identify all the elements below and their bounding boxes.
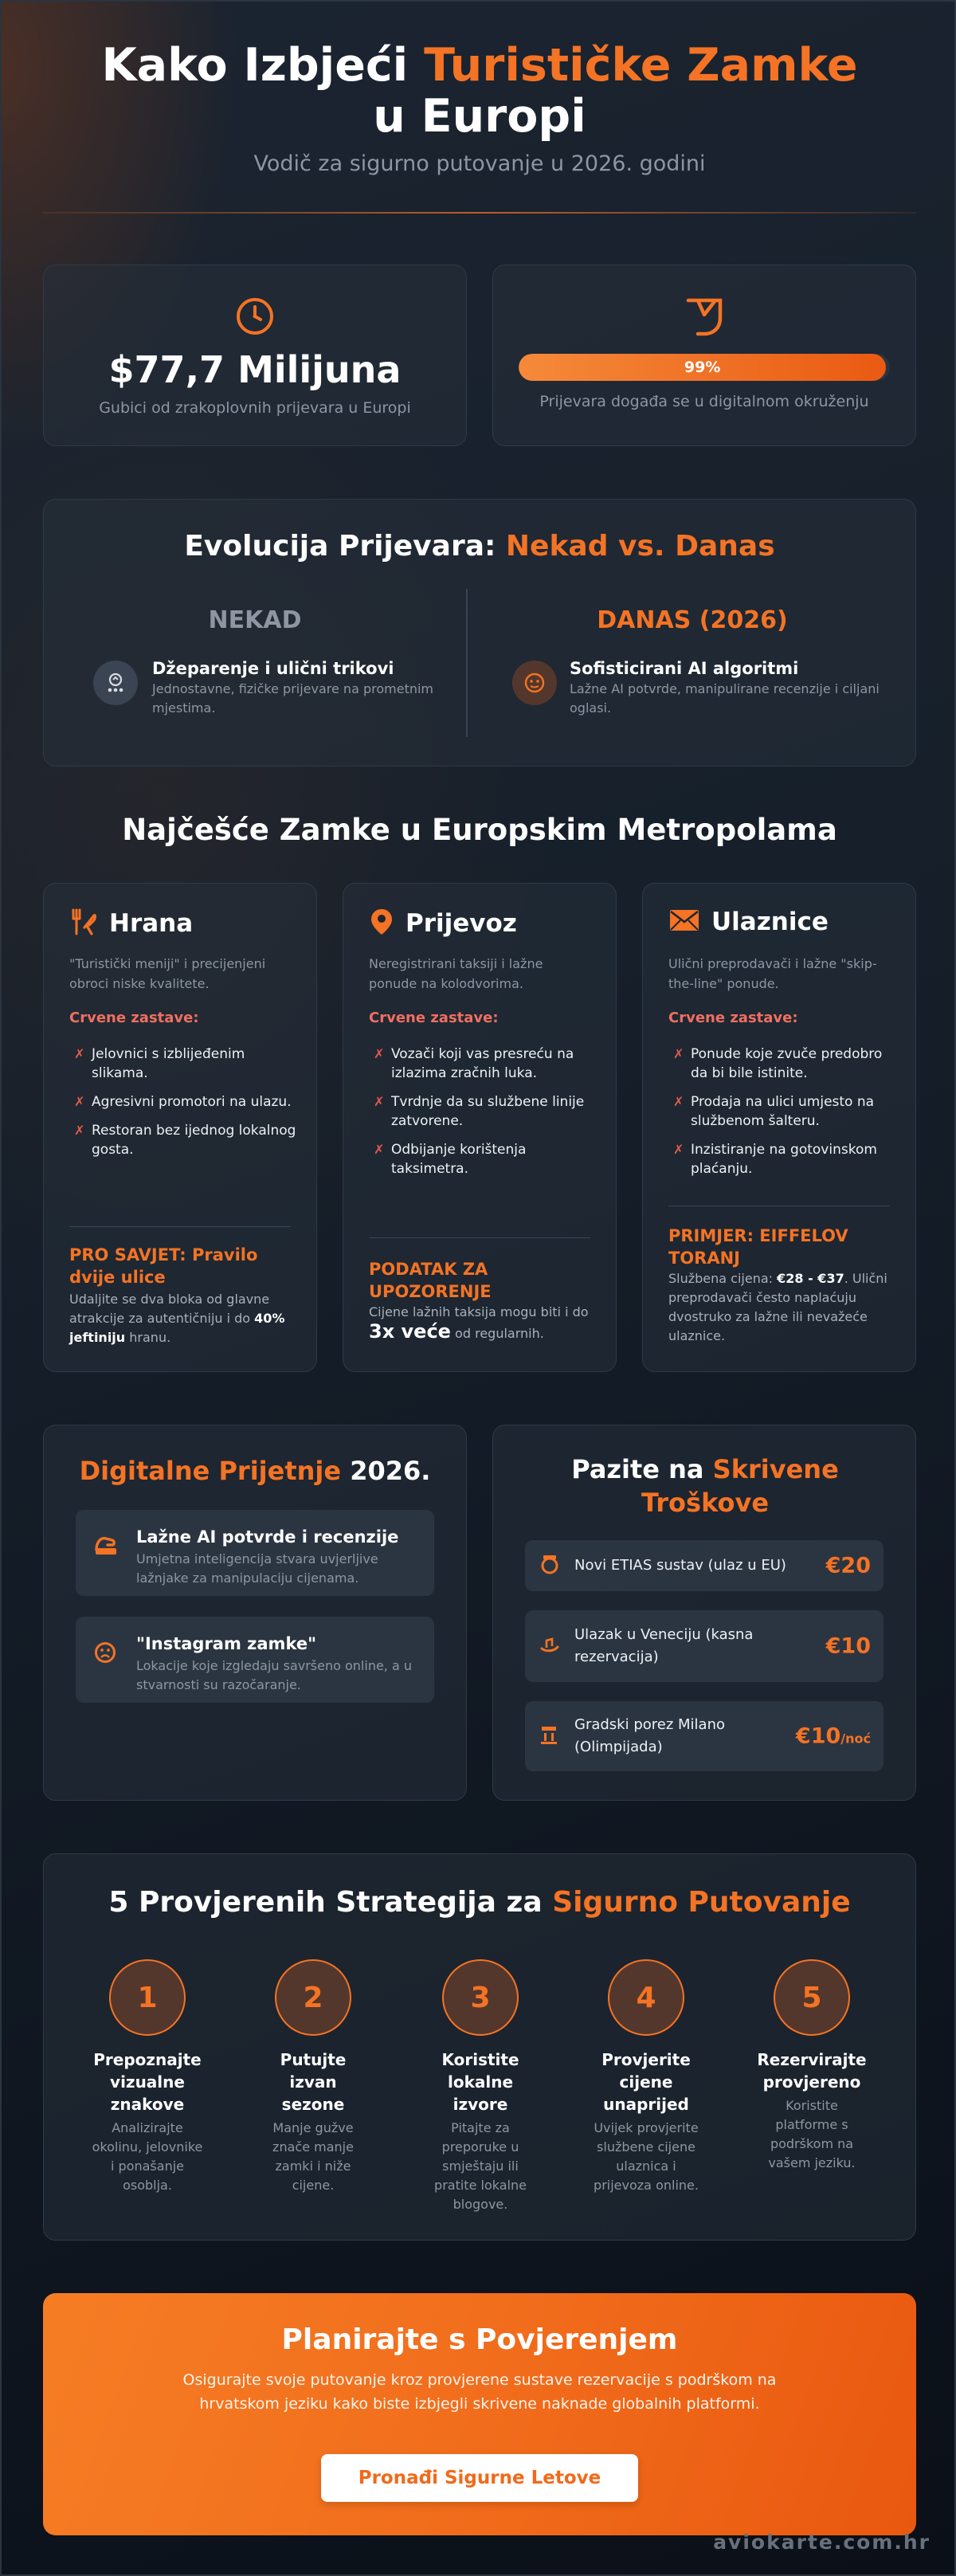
list-item: [369, 1140, 597, 1178]
red-flags-label: Crvene zastave:: [369, 1010, 499, 1026]
card-title: Hrana: [109, 909, 194, 938]
strategy-step: [425, 1959, 536, 2214]
step-description: Pitajte za preporuke u smještaju ili pratite lokalne blogove.: [434, 2120, 527, 2212]
location-pin-icon: [369, 908, 394, 939]
strategy-step: [257, 1959, 369, 2195]
stat-card-losses: [43, 265, 467, 446]
red-flags-list: [69, 1045, 297, 1169]
cost-label: Novi ETIAS sustav (ulaz u EU): [574, 1557, 786, 1574]
tip-text-part: . Ulični preprodavači često naplaćuju dvostruko za lažne ili nevažeće ulaznice.: [668, 1271, 887, 1343]
flag-text: Agresivni promotori na ulazu.: [92, 1094, 292, 1110]
title-highlight: Skrivene Troškove: [641, 1454, 839, 1518]
tip-text-part: hranu.: [125, 1330, 171, 1345]
now-description: Lažne AI potvrde, manipulirane recenzije i ciljani oglasi.: [570, 681, 880, 716]
card-header: [69, 908, 193, 939]
cta-text: Osigurajte svoje putovanje kroz provjerene sustave rezervacije s podrškom na hrvatskom jeziku kako biste izbjegli skrivene naknade globalnih platformi.: [182, 2371, 777, 2413]
passport-icon: [539, 1554, 560, 1578]
trap-card-transport: [343, 883, 617, 1372]
threat-title: Lažne AI potvrde i recenzije: [136, 1527, 399, 1547]
step-description: Uvijek provjerite službene cijene ulaznica i prijevoza online.: [594, 2120, 699, 2193]
step-description: Analizirajte okolinu, jelovnike i ponašanje osoblja.: [92, 2120, 203, 2193]
flag-text: Ponude koje zvuče predobro da bi bile istinite.: [691, 1046, 883, 1081]
tip-text-part: Cijene lažnih taksija mogu biti i do: [369, 1304, 589, 1319]
tip-title: PRIMJER: EIFFELOV TORANJ: [668, 1226, 848, 1268]
site-watermark: aviokarte.com.hr: [713, 2531, 931, 2554]
step-number: 5: [774, 1959, 850, 2036]
now-title: Sofisticirani AI algoritmi: [570, 659, 799, 678]
flag-text: Tvrdnje da su službene linije zatvorene.: [391, 1094, 585, 1129]
card-intro: "Turistički meniji" i precijenjeni obroci niske kvalitete.: [69, 956, 266, 991]
list-item: [369, 1092, 597, 1131]
stat-caption: Gubici od zrakoplovnih prijevara u Europi: [99, 399, 411, 417]
threat-item: [76, 1510, 434, 1596]
section-title: [44, 530, 915, 563]
price-unit: /noć: [840, 1731, 871, 1747]
strategy-step: [756, 1959, 868, 2173]
step-title: Rezervirajte provjereno: [757, 2050, 867, 2092]
cta-banner: [43, 2293, 916, 2535]
title-part: u Europi: [373, 90, 586, 143]
threat-item: [76, 1617, 434, 1703]
envelope-ticket-icon: [668, 908, 700, 936]
title-highlight: Digitalne Prijetnje: [79, 1456, 342, 1486]
find-safe-flights-button[interactable]: Pronađi Sigurne Letove: [321, 2454, 638, 2502]
cost-label: Gradski porez Milano (Olimpijada): [574, 1716, 725, 1755]
step-number: 1: [109, 1959, 186, 2036]
stat-caption: Prijevara događa se u digitalnom okruženju: [539, 393, 869, 410]
digital-threats-card: [43, 1425, 467, 1801]
flag-text: Prodaja na ulici umjesto na službenom šalteru.: [691, 1094, 875, 1129]
flag-text: Jelovnici s izblijeđenim slikama.: [92, 1046, 245, 1081]
price-value: €10: [795, 1723, 841, 1749]
threat-description: Umjetna inteligencija stvara uvjerljive lažnjake za manipulaciju cijenama.: [136, 1551, 378, 1586]
cross-icon: ✗: [673, 1046, 684, 1061]
tip-highlight: 3x veće: [369, 1320, 451, 1343]
hidden-costs-card: [492, 1425, 916, 1801]
flag-text: Inzistiranje na gotovinskom plaćanju.: [691, 1142, 877, 1177]
alarm-clock-icon: [44, 294, 466, 339]
pickpocket-icon: [93, 661, 138, 705]
traps-heading: Najčešće Zamke u Europskim Metropolama: [122, 813, 837, 847]
section-title: [44, 1886, 915, 1919]
cross-icon: ✗: [673, 1142, 684, 1157]
cta-title: Planirajte s Povjerenjem: [281, 2323, 678, 2356]
now-heading: DANAS (2026): [597, 606, 788, 634]
step-description: Koristite platforme s podrškom na vašem jeziku.: [768, 2098, 856, 2170]
card-title: Ulaznice: [711, 908, 829, 936]
cross-icon: ✗: [374, 1094, 385, 1109]
list-item: [668, 1045, 896, 1083]
card-intro: Neregistrirani taksiji i lažne ponude na kolodvorima.: [369, 956, 543, 991]
list-item: [69, 1092, 297, 1112]
digital-fraud-progress-bar: [519, 354, 890, 381]
cost-item: [525, 1610, 884, 1682]
red-flags-label: Crvene zastave:: [668, 1010, 798, 1026]
trap-card-food: [43, 883, 317, 1372]
threat-description: Lokacije koje izgledaju savršeno online, a u stvarnosti su razočaranje.: [136, 1658, 412, 1692]
title-part: 2026.: [341, 1456, 431, 1486]
tip-title: PRO SAVJET: Pravilo dvije ulice: [69, 1245, 258, 1287]
title-highlight: Nekad vs. Danas: [505, 530, 775, 563]
title-highlight: Turističke Zamke: [424, 39, 858, 92]
tip-text-part: od regularnih.: [450, 1326, 544, 1341]
then-title: Džeparenje i ulični trikovi: [152, 659, 394, 678]
progress-fill: 99%: [519, 354, 886, 381]
step-title: Putujte izvan sezone: [280, 2050, 347, 2114]
step-title: Provjerite cijene unaprijed: [601, 2050, 691, 2114]
cost-item: [525, 1701, 884, 1771]
title-highlight: Sigurno Putovanje: [552, 1886, 851, 1919]
step-number: 2: [275, 1959, 351, 2036]
stat-card-digital: [492, 265, 916, 446]
tip-text: [69, 1290, 292, 1347]
divider: [43, 212, 916, 214]
section-title: [44, 1456, 466, 1486]
robot-icon: [512, 661, 557, 705]
tip-highlight: 40% jeftiniju: [69, 1311, 285, 1345]
step-description: Manje gužve znače manje zamki i niže cijene.: [272, 2120, 354, 2193]
title-part: Evolucija Prijevara:: [184, 530, 506, 563]
tip-text-part: Udaljite se dva bloka od glavne atrakcije za autentičniju i do: [69, 1292, 270, 1326]
flag-text: Odbijanje korištenja taksimetra.: [391, 1142, 527, 1177]
title-part: Kako Izbjeći: [101, 39, 425, 92]
cross-icon: ✗: [74, 1046, 85, 1061]
cross-icon: ✗: [374, 1142, 385, 1157]
cross-icon: ✗: [673, 1094, 684, 1109]
step-number: 3: [442, 1959, 519, 2036]
cross-icon: ✗: [74, 1094, 85, 1109]
price-value: €20: [825, 1553, 871, 1578]
page-title: [81, 40, 878, 142]
utensils-icon: [69, 908, 98, 939]
stat-value: $77,7 Milijuna: [108, 348, 402, 391]
step-title: Koristite lokalne izvore: [441, 2050, 519, 2114]
card-header: [668, 908, 829, 936]
card-intro: Ulični preprodavači i lažne "skip-the-line" ponude.: [668, 956, 877, 991]
list-item: [668, 1092, 896, 1131]
list-item: [69, 1045, 297, 1083]
strategy-step: [590, 1959, 702, 2195]
strategy-step: [92, 1959, 203, 2195]
sad-face-icon: [93, 1641, 117, 1668]
tip-title: PODATAK ZA UPOZORENJE: [369, 1260, 492, 1301]
evolution-card: [43, 499, 916, 767]
page-subtitle: Vodič za sigurno putovanje u 2026. godini: [253, 151, 706, 176]
tip-highlight: €28 - €37: [777, 1271, 844, 1286]
cross-icon: ✗: [74, 1123, 85, 1138]
title-part: Pazite na: [571, 1454, 713, 1484]
city-tax-icon: [539, 1724, 558, 1748]
red-flags-label: Crvene zastave:: [69, 1010, 199, 1026]
trap-card-tickets: [642, 883, 916, 1372]
strategies-card: [43, 1853, 916, 2241]
smartphone-screen-icon: [493, 294, 915, 339]
red-flags-list: [369, 1045, 597, 1188]
cost-label: Ulazak u Veneciju (kasna rezervacija): [574, 1626, 754, 1665]
cost-price: [826, 1554, 871, 1578]
price-value: €10: [825, 1633, 871, 1659]
step-title: Prepoznajte vizualne znakove: [93, 2050, 202, 2114]
threat-title: "Instagram zamke": [136, 1634, 317, 1653]
card-header: [369, 908, 517, 939]
list-item: [369, 1045, 597, 1083]
cost-price: [796, 1724, 871, 1749]
gondola-icon: [539, 1636, 560, 1657]
red-flags-list: [668, 1045, 896, 1188]
tip-text: [668, 1269, 891, 1346]
divider: [69, 1226, 291, 1227]
divider: [369, 1237, 590, 1238]
cost-price: [826, 1634, 871, 1659]
flag-text: Vozači koji vas presreću na izlazima zračnih luka.: [391, 1046, 574, 1081]
section-title: [541, 1453, 869, 1519]
cross-icon: ✗: [374, 1046, 385, 1061]
step-number: 4: [608, 1959, 684, 2036]
tip-text: [369, 1303, 592, 1343]
tip-text-part: Službena cijena:: [668, 1271, 778, 1286]
cost-item: [525, 1540, 884, 1591]
then-heading: NEKAD: [208, 606, 302, 634]
flag-text: Restoran bez ijednog lokalnog gosta.: [92, 1123, 296, 1158]
list-item: [69, 1121, 297, 1159]
then-description: Jednostavne, fizičke prijevare na prometnim mjestima.: [152, 681, 434, 716]
card-title: Prijevoz: [406, 909, 517, 938]
robot-hand-icon: [93, 1534, 119, 1559]
list-item: [668, 1140, 896, 1178]
title-part: 5 Provjerenih Strategija za: [108, 1886, 553, 1919]
